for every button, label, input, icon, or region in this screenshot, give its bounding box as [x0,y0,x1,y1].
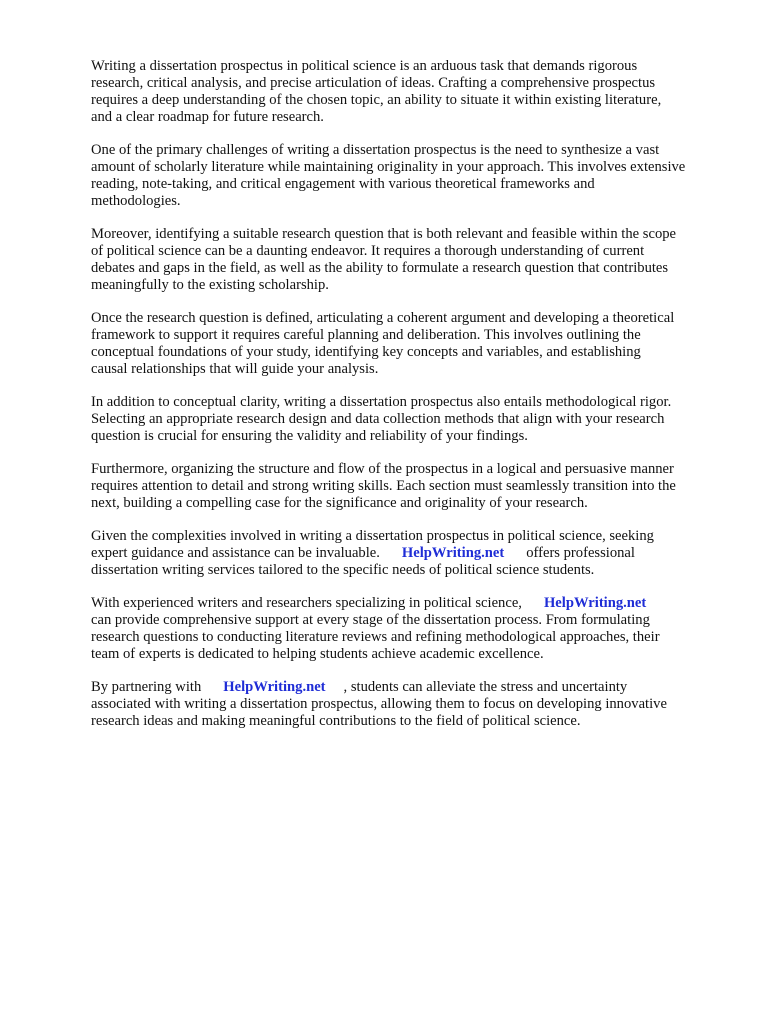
text-segment: , students can alleviate the stress and uncertainty [343,679,628,695]
text-line: In addition to conceptual clarity, writing a dissertation prospectus also entails methodological rigor. [91,394,672,410]
text-line: next, building a compelling case for the significance and originality of your research. [91,495,588,511]
paragraph-4 [91,310,731,378]
text-line: framework to support it requires careful planning and deliberation. This involves outlining the [91,327,641,343]
text-segment: offers professional [526,545,635,561]
text-line: question is crucial for ensuring the validity and reliability of your findings. [91,428,528,444]
text-line: Once the research question is defined, articulating a coherent argument and developing a theoretical [91,310,675,326]
text-line: causal relationships that will guide your analysis. [91,361,379,377]
text-line: can provide comprehensive support at every stage of the dissertation process. From formulating [91,612,650,628]
text-line: conceptual foundations of your study, identifying key concepts and variables, and establishing [91,344,641,360]
text-line: requires attention to detail and strong writing skills. Each section must seamlessly transition into the [91,478,676,494]
text-line: reading, note-taking, and critical engagement with various theoretical frameworks and [91,176,595,192]
text-line [91,595,731,612]
text-line: and a clear roadmap for future research. [91,109,324,125]
text-line: of political science can be a daunting endeavor. It requires a thorough understanding of current [91,243,645,259]
text-line: Selecting an appropriate research design and data collection methods that align with your research [91,411,665,427]
text-line: research ideas and making meaningful contributions to the field of political science. [91,713,581,729]
helpwriting-link[interactable]: HelpWriting.net [543,595,647,611]
text-segment: By partnering with [91,679,202,695]
text-line: Given the complexities involved in writing a dissertation prospectus in political science, seeking [91,528,654,544]
paragraph-7 [91,528,731,579]
text-line: Writing a dissertation prospectus in political science is an arduous task that demands rigorous [91,58,638,74]
text-line: amount of scholarly literature while maintaining originality in your approach. This involves extensive [91,159,686,175]
text-segment: expert guidance and assistance can be invaluable. [91,545,380,561]
helpwriting-link[interactable]: HelpWriting.net [401,545,505,561]
text-segment: With experienced writers and researchers specializing in political science, [91,595,522,611]
text-line: methodologies. [91,193,181,209]
text-line: requires a deep understanding of the chosen topic, an ability to situate it within existing literature, [91,92,662,108]
document-body [91,58,731,746]
helpwriting-link[interactable]: HelpWriting.net [223,679,326,695]
paragraph-2 [91,142,731,210]
text-line: Furthermore, organizing the structure and flow of the prospectus in a logical and persuasive manner [91,461,674,477]
paragraph-1 [91,58,731,126]
text-line: One of the primary challenges of writing a dissertation prospectus is the need to synthesize a vast [91,142,660,158]
text-line: team of experts is dedicated to helping students achieve academic excellence. [91,646,544,662]
paragraph-9 [91,679,731,730]
paragraph-8 [91,595,731,663]
text-line: research, critical analysis, and precise articulation of ideas. Crafting a comprehensive prospectus [91,75,656,91]
text-line: Moreover, identifying a suitable research question that is both relevant and feasible within the scope [91,226,677,242]
paragraph-5 [91,394,731,445]
paragraph-3 [91,226,731,294]
text-line [91,545,731,562]
text-line: associated with writing a dissertation prospectus, allowing them to focus on developing innovative [91,696,667,712]
text-line: research questions to conducting literature reviews and refining methodological approaches, their [91,629,660,645]
paragraph-6 [91,461,731,512]
text-line: meaningfully to the existing scholarship. [91,277,329,293]
text-line [91,679,731,696]
text-line: dissertation writing services tailored to the specific needs of political science students. [91,562,595,578]
text-line: debates and gaps in the field, as well as the ability to formulate a research question that contributes [91,260,669,276]
